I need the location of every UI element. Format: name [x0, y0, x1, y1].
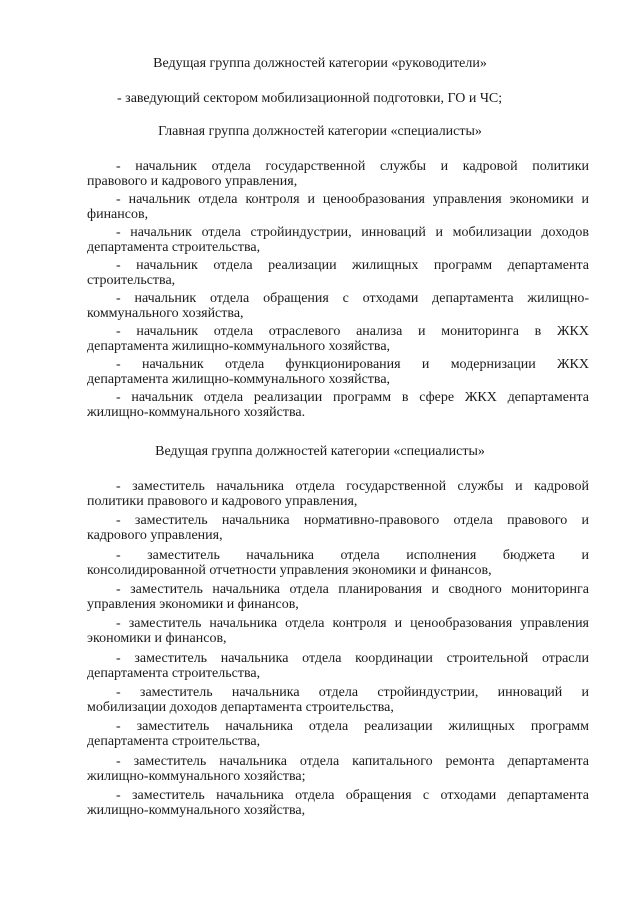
list-item: - начальник отдела стройиндустрии, инноваций и мобилизации доходов	[116, 225, 589, 240]
list-item: - заведующий сектором мобилизационной подготовки, ГО и ЧС;	[117, 91, 503, 106]
list-item-continuation: консолидированной отчетности управления экономики и финансов,	[87, 563, 492, 578]
list-item: - заместитель начальника отдела планирования и сводного мониторинга	[116, 582, 589, 597]
list-item-continuation: департамента строительства,	[87, 666, 261, 681]
list-item-continuation: жилищно-коммунального хозяйства;	[87, 769, 306, 784]
section-heading-leaders: Ведущая группа должностей категории «руководители»	[153, 56, 487, 71]
list-item-continuation: управления экономики и финансов,	[87, 597, 299, 612]
list-item: - заместитель начальника отдела обращения с отходами департамента	[116, 788, 589, 803]
list-item-continuation: департамента строительства,	[87, 734, 261, 749]
list-item: - заместитель начальника отдела контроля и ценообразования управления	[116, 616, 589, 631]
section-heading-leading-specialists: Ведущая группа должностей категории «специалисты»	[155, 444, 485, 459]
section-heading-main-specialists: Главная группа должностей категории «специалисты»	[158, 124, 482, 139]
list-item: - заместитель начальника отдела стройиндустрии, инноваций и	[116, 685, 589, 700]
list-item: - начальник отдела реализации программ в сфере ЖКХ департамента	[116, 390, 589, 405]
list-item: - заместитель начальника отдела капитального ремонта департамента	[116, 754, 589, 769]
list-item-continuation: департамента строительства,	[87, 240, 261, 255]
list-item-continuation: кадрового управления,	[87, 528, 223, 543]
list-item: - начальник отдела государственной службы и кадровой политики	[116, 159, 589, 174]
list-item: - заместитель начальника отдела государственной службы и кадровой	[116, 479, 589, 494]
list-item: - заместитель начальника отдела реализации жилищных программ	[116, 719, 589, 734]
list-item-continuation: жилищно-коммунального хозяйства,	[87, 803, 306, 818]
list-item: - заместитель начальника отдела исполнения бюджета и	[116, 548, 589, 563]
list-item-continuation: строительства,	[87, 273, 176, 288]
list-item: - начальник отдела контроля и ценообразования управления экономики и	[116, 192, 589, 207]
list-item-continuation: жилищно-коммунального хозяйства.	[87, 405, 306, 420]
list-item-continuation: политики правового и кадрового управления,	[87, 494, 358, 509]
list-item-continuation: экономики и финансов,	[87, 631, 227, 646]
list-item: - заместитель начальника нормативно-правового отдела правового и	[116, 513, 589, 528]
list-item: - начальник отдела реализации жилищных программ департамента	[116, 258, 589, 273]
list-item: - начальник отдела отраслевого анализа и мониторинга в ЖКХ	[116, 324, 589, 339]
list-item: - заместитель начальника отдела координации строительной отрасли	[116, 651, 589, 666]
list-item-continuation: мобилизации доходов департамента строительства,	[87, 700, 394, 715]
list-item-continuation: коммунального хозяйства,	[87, 306, 244, 321]
list-item-continuation: финансов,	[87, 207, 149, 222]
list-item: - начальник отдела обращения с отходами департамента жилищно-	[116, 291, 589, 306]
list-item-continuation: департамента жилищно-коммунального хозяйства,	[87, 339, 391, 354]
list-item-continuation: департамента жилищно-коммунального хозяйства,	[87, 372, 391, 387]
list-item-continuation: правового и кадрового управления,	[87, 174, 298, 189]
list-item: - начальник отдела функционирования и модернизации ЖКХ	[116, 357, 589, 372]
